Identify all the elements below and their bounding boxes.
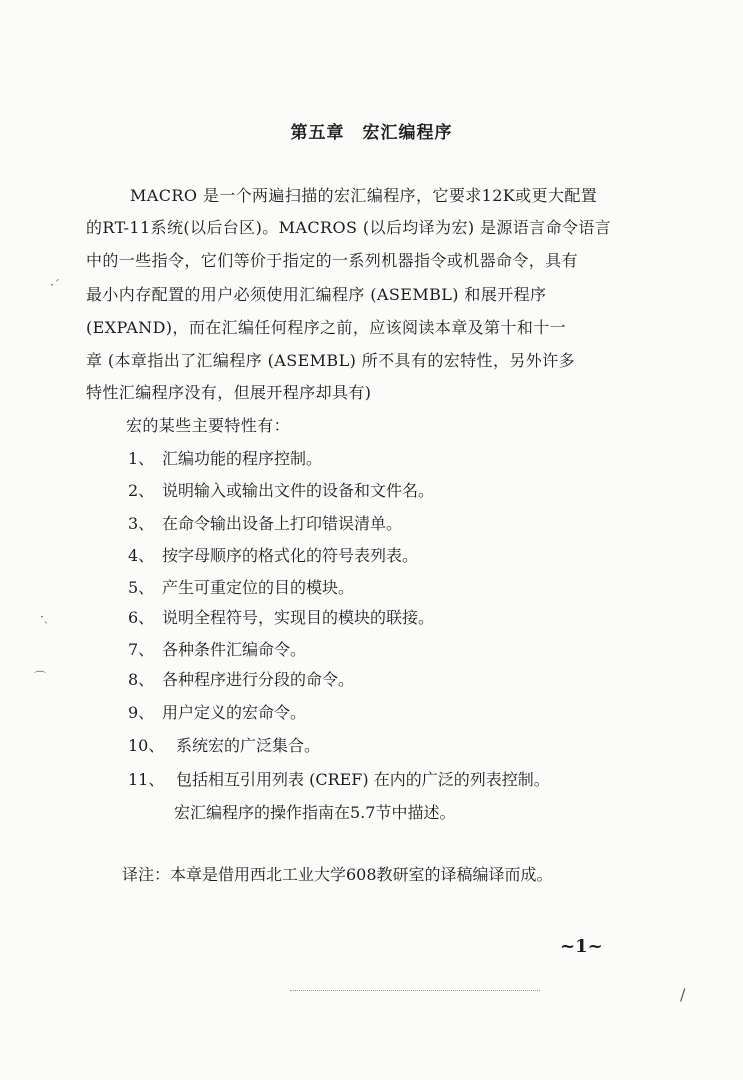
- feature-text: 各种程序进行分段的命令。: [162, 670, 355, 689]
- feature-number: 5、: [128, 578, 155, 597]
- paragraph-line: 中的一些指令，它们等价于指定的一系列机器指令或机器命令，具有: [86, 251, 579, 270]
- feature-number: 4、: [128, 546, 155, 565]
- feature-item: [128, 637, 306, 660]
- feature-item: [128, 605, 434, 628]
- feature-item: [128, 700, 306, 723]
- feature-text: 按字母顺序的格式化的符号表列表。: [162, 546, 419, 565]
- feature-text: 在命令输出设备上打印错误清单。: [162, 514, 403, 533]
- feature-item: [128, 511, 402, 534]
- scan-artifact-line: [290, 990, 540, 991]
- feature-text: 说明输入或输出文件的设备和文件名。: [162, 481, 435, 500]
- feature-text: 包括相互引用列表 (CREF) 在内的广泛的列表控制。: [176, 770, 550, 789]
- paragraph-line: 章 (本章指出了汇编程序 (ASEMBL) 所不具有的宏特性，另外许多: [86, 351, 575, 370]
- paragraph-line: 最小内存配置的用户必须使用汇编程序 (ASEMBL) 和展开程序: [86, 285, 547, 304]
- paragraph-line: (EXPAND)，而在汇编任何程序之前，应该阅读本章及第十和十一: [86, 318, 567, 337]
- feature-number: 9、: [128, 703, 155, 722]
- feature-item: [128, 733, 320, 756]
- scan-speck: ⌒: [34, 670, 47, 684]
- feature-number: 10、: [128, 736, 165, 755]
- feature-text: 系统宏的广泛集合。: [176, 736, 321, 755]
- feature-number: 1、: [128, 449, 155, 468]
- paragraph-line: 特性汇编程序没有，但展开程序却具有): [86, 383, 372, 402]
- feature-item: [128, 575, 354, 598]
- feature-item: [128, 767, 550, 790]
- feature-number: 6、: [128, 608, 155, 627]
- scan-speck: /: [680, 985, 686, 1004]
- feature-number: 2、: [128, 481, 155, 500]
- paragraph-line: 的RT-11系统(以后台区)。MACROS (以后均译为宏) 是源语言命令语言: [86, 218, 612, 237]
- guide-reference: 宏汇编程序的操作指南在5.7节中描述。: [174, 803, 456, 822]
- feature-text: 用户定义的宏命令。: [162, 703, 307, 722]
- feature-text: 说明全程符号，实现目的模块的联接。: [162, 608, 435, 627]
- feature-text: 产生可重定位的目的模块。: [162, 578, 355, 597]
- paragraph-line: MACRO 是一个两遍扫描的宏汇编程序，它要求12K或更大配置: [130, 186, 598, 205]
- feature-item: [128, 478, 434, 501]
- feature-number: 8、: [128, 670, 155, 689]
- chapter-title: 第五章 宏汇编程序: [290, 123, 453, 143]
- scan-speck: ·ˎ: [40, 610, 48, 624]
- feature-item: [128, 543, 418, 566]
- page-number: ~1~: [560, 936, 603, 957]
- feature-item: [128, 446, 322, 469]
- feature-item: [128, 667, 354, 690]
- translator-note: 译注：本章是借用西北工业大学608教研室的译稿编译而成。: [122, 865, 553, 884]
- feature-number: 11、: [128, 770, 165, 789]
- feature-text: 汇编功能的程序控制。: [162, 449, 323, 468]
- feature-text: 各种条件汇编命令。: [162, 640, 307, 659]
- features-intro: 宏的某些主要特性有：: [126, 416, 291, 435]
- feature-number: 3、: [128, 514, 155, 533]
- feature-number: 7、: [128, 640, 155, 659]
- scan-speck: ·ˊ: [50, 278, 60, 292]
